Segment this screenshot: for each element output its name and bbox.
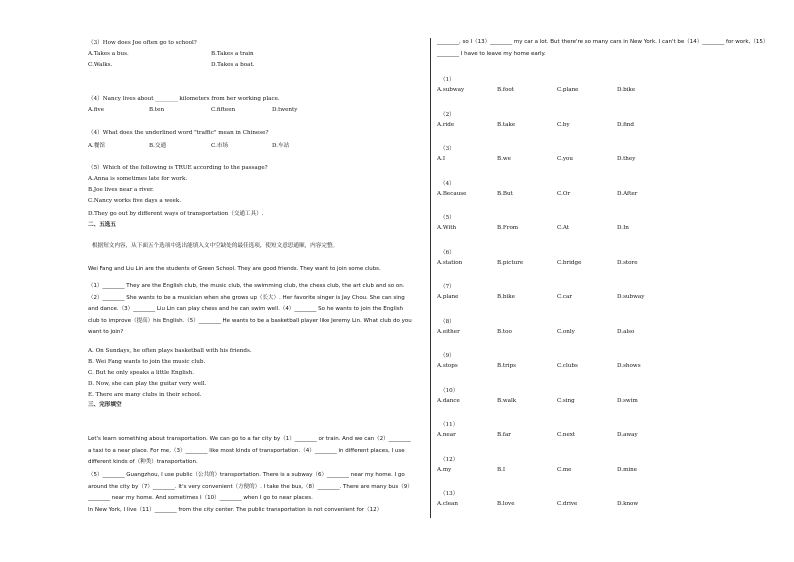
cloze-option-b: B.trips [497,363,517,369]
cloze-option-d: D.subway [617,294,645,300]
section-2-option-d: D. Now, she can play the guitar very well. [88,381,207,387]
cloze-option-a: A.my [437,466,452,473]
cloze-option-a: A.With [437,225,457,231]
cloze-option-a: A.clean [437,501,458,507]
cloze-option-a: A.I [437,156,446,162]
cloze-option-d: D.shows [617,363,641,369]
q5-stem: （5）Which of the following is TRUE according to the passage? [88,165,268,171]
section-2-instructions: 根据短文内容，从下面五个选项中选出能填入文中空缺处的最佳选项，使短文意思通顺，内容完整。 [92,243,339,249]
q4b-option-a: A.餐馆 [88,143,106,149]
cloze-paragraph-1: Let's learn something about transportation. We can go to a far city by（1）________ or train. And we can（2）________ a taxi to a near place. For me,（3）________ like most kinds of transportation.（4）________ in different places, I use different kinds of（种类）transportation. [88,436,411,465]
q4b-option-c: C.市场 [211,143,229,149]
cloze-option-b: B.walk [497,397,517,404]
cloze-option-a: A.Because [437,190,467,197]
section-2-option-c: C. But he only speaks a little English. [88,370,195,376]
cloze-option-b: B.bike [497,294,515,300]
passage-2-body: （1）________ They are the English club, the music club, the swimming club, the chess club, the art club and so on.（2）________ She wants to be a musician when she grows up（长大）. Her favorite singer is Jay Chou. She can sing and dance.（3）________ Liu Lin can play chess and he can swim well.（4）________ So he wants to join the English club to improve（提高）his English.（5）________ He wants to be a basketball player like Jeremy Lin. What club do you want to join? [88,283,412,335]
q4b-stem: （4）What does the underlined word "traffic" mean in Chinese? [88,130,269,136]
section-2-option-b: B. Wei Fang wants to join the music club. [88,359,206,365]
section-2-option-a: A. On Sundays, he often plays basketball with his friends. [88,348,252,354]
cloze-option-d: D.they [617,156,636,162]
cloze-option-d: D.know [617,501,639,507]
q4a-option-b: B.ten [149,107,165,113]
cloze-option-c: C.Or [557,190,571,197]
cloze-option-d: D.In [617,225,629,231]
q5-option-d: D.They go out by different ways of transportation（交通工具）. [88,211,264,217]
cloze-option-c: C.drive [557,501,578,507]
q4a-option-d: D.twenty [272,107,298,113]
cloze-item-number: （9） [440,353,455,359]
cloze-item-number: （2） [440,111,455,118]
cloze-item-number: （4） [440,180,455,187]
cloze-option-b: B.too [497,328,512,335]
cloze-option-d: D.swim [617,397,638,404]
q4a-option-a: A.five [88,107,105,113]
q3-option-b: B.Takes a train [211,51,254,57]
section-2-option-e: E. There are many clubs in their school. [88,392,202,398]
q5-option-b: B.Joe lives near a river. [88,187,154,193]
cloze-item-number: （12） [440,456,459,463]
cloze-option-c: C.only [557,328,575,335]
cloze-option-b: B.we [497,156,511,162]
cloze-option-a: A.plane [437,294,459,300]
cloze-option-d: D.bike [617,87,636,93]
cloze-item-number: （13） [440,491,459,497]
q3-stem: （3）How does Joe often go to school? [88,40,197,46]
q4a-stem: （4）Nancy lives about ________ kilometers from her working place. [88,96,280,102]
q4a-option-c: C.fifteen [211,107,236,113]
cloze-option-d: D.away [617,432,638,438]
q3-option-a: A.Takes a bus. [88,51,129,57]
cloze-option-d: D.mine [617,466,638,473]
cloze-option-a: A.dance [437,397,460,404]
cloze-option-d: D.store [617,259,638,266]
cloze-option-b: B.take [497,121,516,128]
cloze-option-c: C.bridge [557,259,582,266]
q5-option-c: C.Nancy works five days a week. [88,198,182,204]
cloze-item-number: （8） [440,318,455,325]
cloze-option-a: A.near [437,432,456,438]
passage-2-intro: Wei Fang and Liu Lin are the students of Green School. They are good friends. They want to join some clubs. [88,266,381,272]
cloze-item-number: （1） [440,77,455,83]
cloze-option-c: C.sing [557,397,575,404]
q4b-option-b: B.交通 [149,143,167,149]
cloze-option-d: D.After [617,190,638,197]
cloze-option-c: C.plane [557,87,579,93]
q3-option-d: D.Takes a boat. [211,62,255,68]
cloze-option-c: C.car [557,294,573,300]
cloze-item-number: （6） [440,249,455,256]
cloze-option-b: B.foot [497,87,514,93]
q5-option-a: A.Anna is sometimes late for work. [88,176,188,182]
cloze-option-c: C.clubs [557,363,578,369]
cloze-option-a: A.stops [437,363,458,369]
q4b-option-d: D.车站 [272,143,290,149]
cloze-item-number: （10） [440,387,459,394]
cloze-option-a: A.ride [437,121,455,128]
cloze-option-a: A.station [437,259,463,266]
cloze-item-number: （3） [440,146,455,152]
cloze-option-b: B.I [497,466,506,473]
cloze-option-b: B.love [497,501,515,507]
cloze-option-d: D.find [617,121,634,128]
section-3-heading: 三、完形填空 [88,402,122,408]
cloze-option-c: C.next [557,432,576,438]
cloze-option-b: B.far [497,432,511,438]
cloze-paragraph-continued: ________, so I（13）________ my car a lot. But there're so many cars in New York. I can't be（14）________ for work,（15）________ I have to leave my home early. [437,39,766,57]
column-divider [430,38,431,518]
cloze-paragraph-2: （5）________ Guangzhou, I use public（公共的）transportation. There is a subway（6）________ near my home. I go around the city by（7）________. It's very convenient（方便的）. I take the bus,（8）________. There are many bus（9）________ near my home. And sometimes I（10）________ when I go to near places. [88,472,413,501]
cloze-option-c: C.me [557,466,572,473]
cloze-option-c: C.by [557,121,570,128]
cloze-option-b: B.From [497,225,519,231]
cloze-option-b: B.But [497,190,513,197]
cloze-option-c: C.At [557,225,570,231]
q3-option-c: C.Walks. [88,62,113,68]
cloze-option-a: A.either [437,328,460,335]
cloze-item-number: （7） [440,284,455,290]
cloze-option-d: D.also [617,328,635,335]
section-2-heading: 二、五选五 [88,222,116,228]
cloze-option-b: B.picture [497,259,524,266]
cloze-item-number: （5） [440,215,455,221]
cloze-paragraph-3: In New York, I live（11）________ from the city center. The public transportation is not convenient for（12） [88,507,383,513]
cloze-option-c: C.you [557,156,573,162]
cloze-option-a: A.subway [437,87,465,93]
cloze-item-number: （11） [440,422,459,428]
